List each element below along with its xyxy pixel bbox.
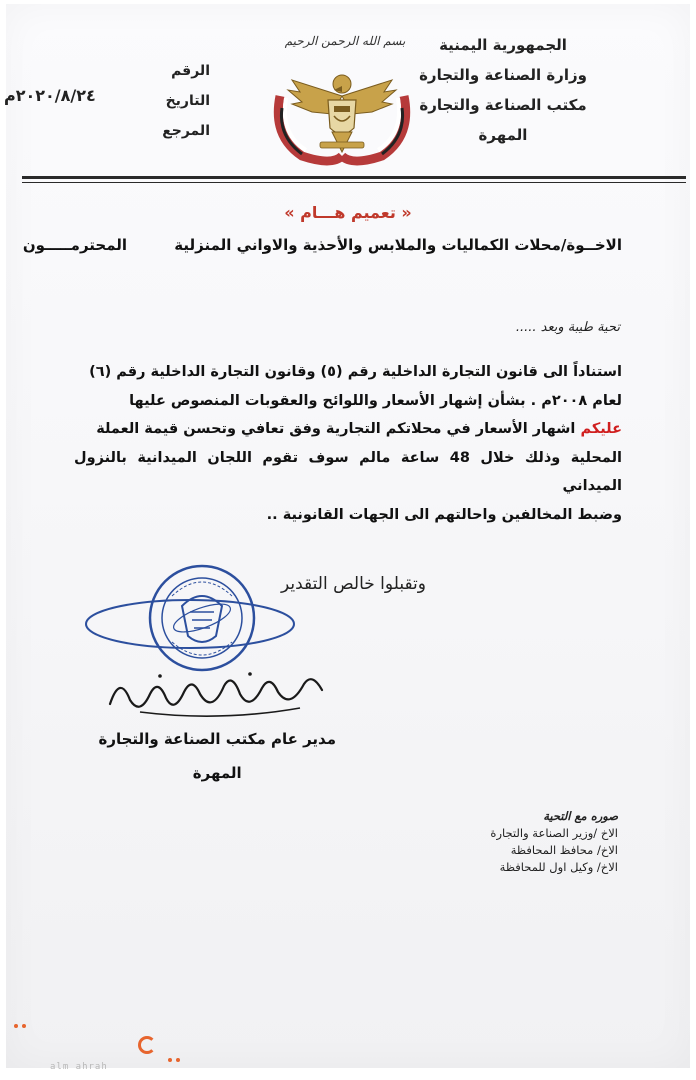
- issuer-ministry: وزارة الصناعة والتجارة: [419, 66, 587, 84]
- yemen-emblem-icon: [262, 56, 422, 166]
- copies-title: صوره مع التحية: [543, 809, 618, 823]
- copy-recipient: الاخ /وزير الصناعة والتجارة: [490, 826, 618, 840]
- date-value: ٢٠٢٠/٨/٢٤م: [4, 86, 96, 105]
- reference-block: [80, 56, 210, 146]
- signatory-title: مدير عام مكتب الصناعة والتجارة: [98, 730, 336, 748]
- issuer-governorate: المهرة: [478, 126, 528, 144]
- signatory-block: [99, 722, 337, 790]
- addressee-recipients: الاخــوة/محلات الكماليات والملابس والأحذية والاواني المنزلية: [174, 236, 622, 254]
- body-emphasis: عليكم: [580, 421, 622, 437]
- issuer-block: [398, 30, 608, 150]
- body-line-4: المحلية وذلك خلال 48 ساعة مالم سوف تقوم اللجان الميدانية بالنزول الميداني: [74, 449, 622, 494]
- greeting: تحية طيبة وبعد .....: [515, 320, 620, 335]
- watermark-dot: [176, 1058, 180, 1062]
- body-line-5: وضبط المخالفين واحالتهم الى الجهات القانونية ..: [266, 506, 622, 523]
- date-label: التاريخ: [165, 93, 210, 109]
- header-divider-thin: [22, 182, 686, 183]
- addressee-respect: المحترمـــــون: [22, 236, 128, 254]
- watermark-dot: [168, 1058, 172, 1062]
- watermark-dot: [22, 1024, 26, 1028]
- header-divider: [22, 176, 686, 179]
- addressee-line: [23, 236, 622, 254]
- issuer-country: الجمهورية اليمنية: [439, 36, 567, 54]
- number-label: الرقم: [171, 63, 210, 79]
- copies-block: [490, 808, 618, 876]
- body-line-1: استناداً الى قانون التجارة الداخلية رقم (٥) وقانون التجارة الداخلية رقم (٦): [89, 364, 622, 380]
- handwritten-signature: [100, 664, 340, 724]
- circular-subject: « تعميم هـــام »: [284, 203, 412, 222]
- reference-label: المرجع: [162, 123, 210, 139]
- watermark: alm ahrah: [50, 1062, 108, 1072]
- body-line-2: لعام ٢٠٠٨م . بشأن إشهار الأسعار واللوائح والعقوبات المنصوص عليها: [129, 392, 622, 409]
- body-line-3-rest: اشهار الأسعار في محلاتكم التجارية وفق تعافي وتحسن قيمة العملة: [96, 421, 576, 437]
- body-line-3: [74, 415, 622, 444]
- closing-line: وتقبلوا خالص التقدير: [281, 574, 426, 594]
- signatory-location: المهرة: [192, 764, 242, 782]
- circular-body: [74, 358, 622, 529]
- copy-recipient: الاخ/ محافظ المحافظة: [510, 843, 618, 857]
- copy-recipient: الاخ/ وكيل اول للمحافظة: [499, 860, 618, 874]
- watermark-logo-icon: [138, 1036, 156, 1054]
- basmala: بسم الله الرحمن الرحيم: [284, 34, 406, 48]
- watermark-dot: [14, 1024, 18, 1028]
- issuer-office: مكتب الصناعة والتجارة: [419, 96, 587, 114]
